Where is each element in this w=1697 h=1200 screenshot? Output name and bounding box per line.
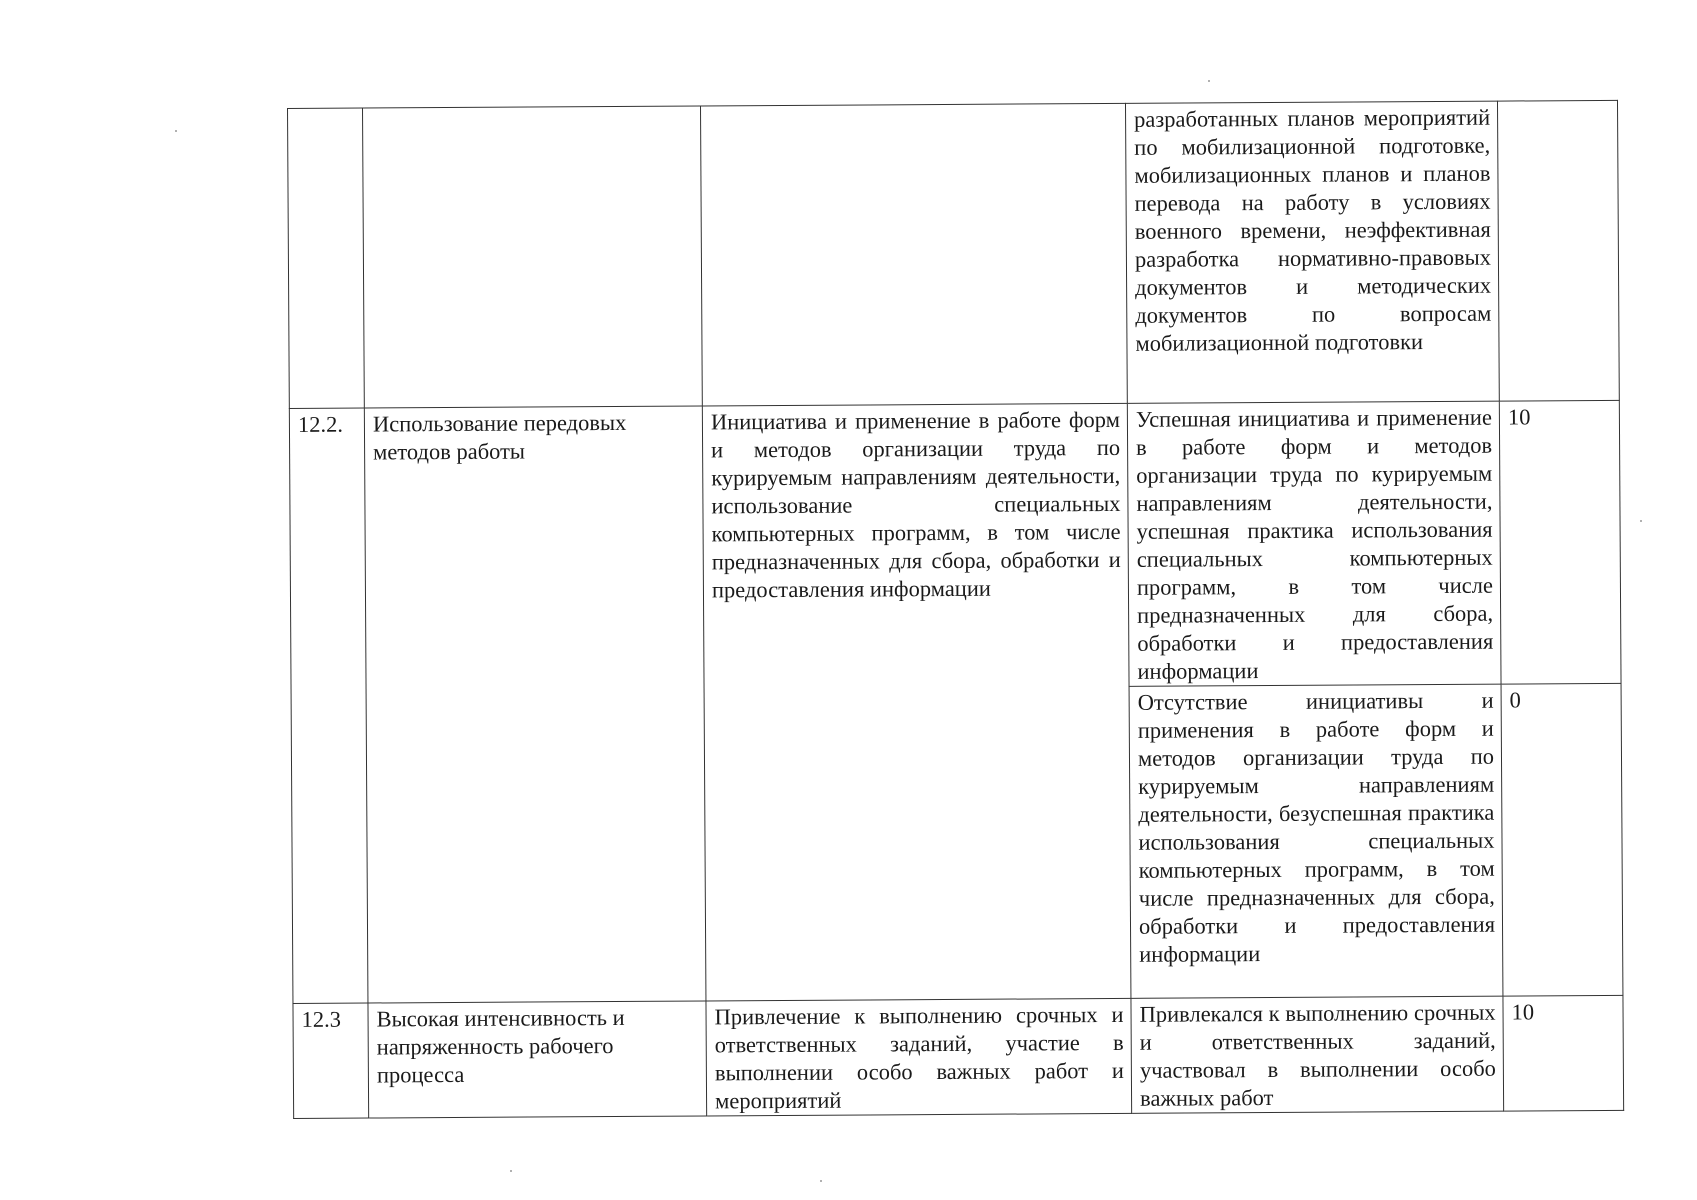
score-cell [1497,100,1619,401]
evaluation-cell: Привлекался к выполнению срочных и ответственных заданий, участвовал в выполнении особо важных работ [1131,996,1504,1113]
score-cell: 10 [1503,995,1624,1111]
scan-speck [1208,80,1210,82]
table-row [289,400,1621,691]
row-number [288,108,365,408]
criterion-cell [700,103,1127,406]
row-number: 12.3 [293,1003,369,1118]
scan-speck [510,1170,512,1172]
scan-speck [1640,520,1642,522]
evaluation-cell: Успешная инициатива и применение в работе форм и методов организации труда по курируемым направлениям деятельности, успешная практика использования специальных компьютерных программ, в том числе предназначенных для сбора, обработки и предоставления информации [1127,401,1501,686]
criteria-table [287,100,1624,1119]
table-row [288,100,1620,408]
criterion-cell: Привлечение к выполнению срочных и ответственных заданий, участие в выполнении особо важных работ и мероприятий [706,998,1132,1116]
indicator-cell: Использование передовых методов работы [364,406,706,1003]
indicator-cell [363,106,703,408]
row-number: 12.2. [289,408,368,1003]
scan-speck [175,130,177,132]
criterion-cell: Инициатива и применение в работе форм и методов организации труда по курируемым направлениям деятельности, использование специальных компьютерных программ, в том числе предназначенных для сбора, обработки и предоставления информации [702,403,1131,1001]
scan-speck [820,1180,822,1182]
indicator-cell: Высокая интенсивность и напряженность рабочего процесса [368,1001,707,1118]
score-cell: 10 [1499,400,1621,684]
evaluation-cell: Отсутствие инициативы и применения в работе форм и методов организации труда по курируемым направлениям деятельности, безуспешная практика использования специальных компьютерных программ, в том числе предназначенных для сбора, обработки и предоставления информации [1129,684,1503,998]
table-row [293,995,1624,1118]
evaluation-cell: разработанных планов мероприятий по мобилизационной подготовке, мобилизационных планов и планов перевода на работу в условиях военного времени, неэффективная разработка нормативно-правовых документов и методических документов по вопросам мобилизационной подготовки [1125,101,1499,403]
score-cell: 0 [1501,683,1623,996]
